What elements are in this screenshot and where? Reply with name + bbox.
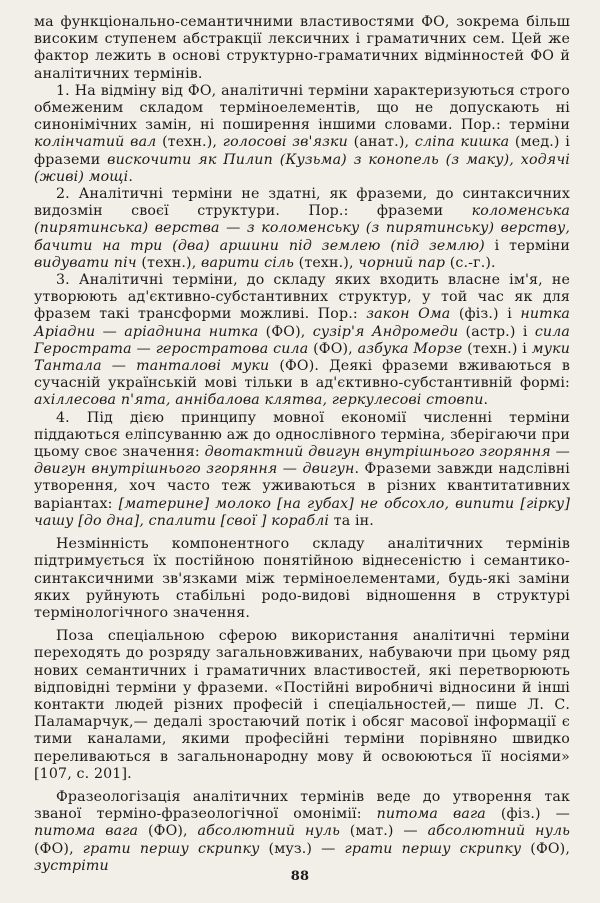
text-run: (ФО), bbox=[258, 323, 313, 340]
italic-example: [материне] молоко [на губах] не обсохло, випити [гірку] чашу [до дна], спалити [свої ] кораблі bbox=[34, 495, 571, 529]
paragraph-p7 bbox=[34, 789, 570, 875]
text-run: Незмінність компонентного складу аналітичних термінів підтримується їх постійною понятійною віднесеністю і семантико-синтаксичними зв'язками між терміноелементами, будь-які заміни яких руйнують стабільні родо-видові відношення в структурі термінологічного значення. bbox=[34, 536, 570, 621]
paragraph-p1 bbox=[34, 83, 570, 186]
text-body bbox=[34, 14, 570, 875]
text-run: 1. На відміну від ФО, аналітичні терміни характеризуються строго обмеженим складом терміноелементів, що не допускають ні синонімічних замін, ні поширення іншими словами. Пор.: терміни bbox=[34, 82, 570, 134]
italic-example: видувати піч bbox=[34, 254, 137, 271]
paragraph-p2 bbox=[34, 186, 570, 272]
text-run: ма функціонально-семантичними властивостями ФО, зокрема більш високим ступенем абстракції лексичних і граматичних сем. Цей же фактор лежить в основі структурно-граматичних відмінностей ФО й аналітичних термінів. bbox=[34, 14, 570, 82]
text-run: 3. Аналітичні терміни, до складу яких входить власне ім'я, не утворюють ад'єктивно-субстантивних структур, у той час як для фразем такі трансформи можливі. Пор.: bbox=[34, 272, 570, 323]
italic-example: голосові зв'язки bbox=[222, 134, 348, 151]
paragraph-p6 bbox=[34, 628, 570, 783]
text-run: (техн.), bbox=[136, 254, 202, 271]
text-run: (муз.) — bbox=[259, 840, 345, 857]
text-run: 4. Під дією принципу мовної економії численні терміни піддаються еліпсуванню аж до однослівного терміна, зберігаючи при цьому своє значення: bbox=[34, 409, 570, 461]
paragraph-p4 bbox=[34, 410, 570, 530]
italic-example: вискочити як Пилип (Кузьма) з конопель (з маку), ходячі (живі) мощі bbox=[34, 151, 570, 185]
text-run: Фразеологізація аналітичних термінів веде до утворення так званої терміно-фразеологічної омонімії: bbox=[34, 788, 570, 823]
italic-example: варити сіль bbox=[201, 254, 294, 271]
text-run: (ФО). Деякі фраземи вживаються в сучасній українській мові тільки в ад'єктивно-субстантивній формі: bbox=[34, 358, 570, 392]
text-run: (ФО), bbox=[308, 340, 358, 357]
text-run: (ФО), bbox=[521, 840, 570, 857]
italic-example: азбука Морзе bbox=[357, 340, 463, 357]
italic-example: сліпа кишка bbox=[414, 134, 510, 151]
italic-example: колінчатий вал bbox=[34, 134, 157, 151]
text-run: (техн.), bbox=[156, 134, 223, 151]
text-run: . bbox=[483, 392, 489, 409]
text-run: (астр.) і bbox=[458, 323, 535, 340]
text-run: (техн.), bbox=[293, 254, 359, 271]
italic-example: двотактний двигун внутрішнього згоряння — двигун внутрішнього згоряння — двигун bbox=[34, 444, 570, 478]
italic-example: ахіллесова п'ята, аннібалова клятва, геркулесові стовпи bbox=[34, 392, 484, 409]
italic-example: муки Тантала — танталові муки bbox=[34, 340, 570, 375]
text-run: та ін. bbox=[329, 512, 374, 529]
italic-example: закон Ома bbox=[366, 306, 451, 323]
text-run: (фіз.) — bbox=[485, 806, 570, 823]
italic-example: грати першу скрипку bbox=[344, 840, 522, 857]
text-run: (ФО), bbox=[34, 840, 83, 857]
paragraph-p0 bbox=[34, 14, 570, 83]
italic-example: зустріти bbox=[34, 857, 109, 874]
italic-example: абсолютний нуль bbox=[427, 823, 571, 840]
text-run: (техн.) і bbox=[462, 340, 532, 357]
text-run: (с.-г.). bbox=[445, 254, 496, 271]
text-run: (мат.) — bbox=[339, 823, 428, 840]
italic-example: чорний пар bbox=[358, 254, 446, 271]
italic-example: питома вага bbox=[376, 806, 486, 823]
italic-example: нитка Аріадни — аріаднина нитка bbox=[34, 306, 570, 340]
italic-example: сузір'я Андромеди bbox=[312, 323, 459, 340]
text-run: 2. Аналітичні терміни не здатні, як фраземи, до синтаксичних видозмін своєї структури. Пор.: фраземи bbox=[34, 186, 570, 220]
paragraph-p5 bbox=[34, 536, 570, 622]
paragraph-p3 bbox=[34, 272, 570, 410]
italic-example: грати першу скрипку bbox=[82, 840, 260, 857]
italic-example: абсолютний нуль bbox=[197, 823, 340, 840]
page-number: 88 bbox=[290, 869, 310, 884]
text-run: . Фраземи завжди надслівні утворення, хоч часто теж уживаються в різних квантитативних варіантах: bbox=[34, 461, 570, 512]
text-run: (ФО), bbox=[138, 823, 198, 840]
text-run: і терміни bbox=[484, 237, 570, 254]
text-run: (мед.) і фраземи bbox=[34, 134, 570, 168]
text-run: . bbox=[128, 168, 134, 185]
italic-example: коломенська (пирятинська) верства — з коломенську (з пирятинську) верству, бачити на три (два) аршини під землею (під землю) bbox=[34, 203, 570, 254]
text-run: (анат.), bbox=[347, 134, 415, 151]
italic-example: питома вага bbox=[34, 823, 139, 840]
text-run: Поза спеціальною сферою використання аналітичні терміни переходять до розряду загальновживаних, набуваючи при цьому ряд нових семантичних і граматичних властивостей, які перетворюють відповідні терміни у фраземи. «Постійні виробничі відносини й інші контакти людей різних професій і спеціальностей,— пише Л. С. Паламарчук,— дедалі зростаючий потік і обсяг масової інформації є тими каналами, якими професійні терміни порівняно швидко переливаються в загальнонародну мову й освоюються її носіями» [107, с. 201]. bbox=[34, 628, 570, 782]
italic-example: сила Герострата — геростратова сила bbox=[34, 323, 570, 357]
text-run: (фіз.) і bbox=[450, 306, 521, 323]
